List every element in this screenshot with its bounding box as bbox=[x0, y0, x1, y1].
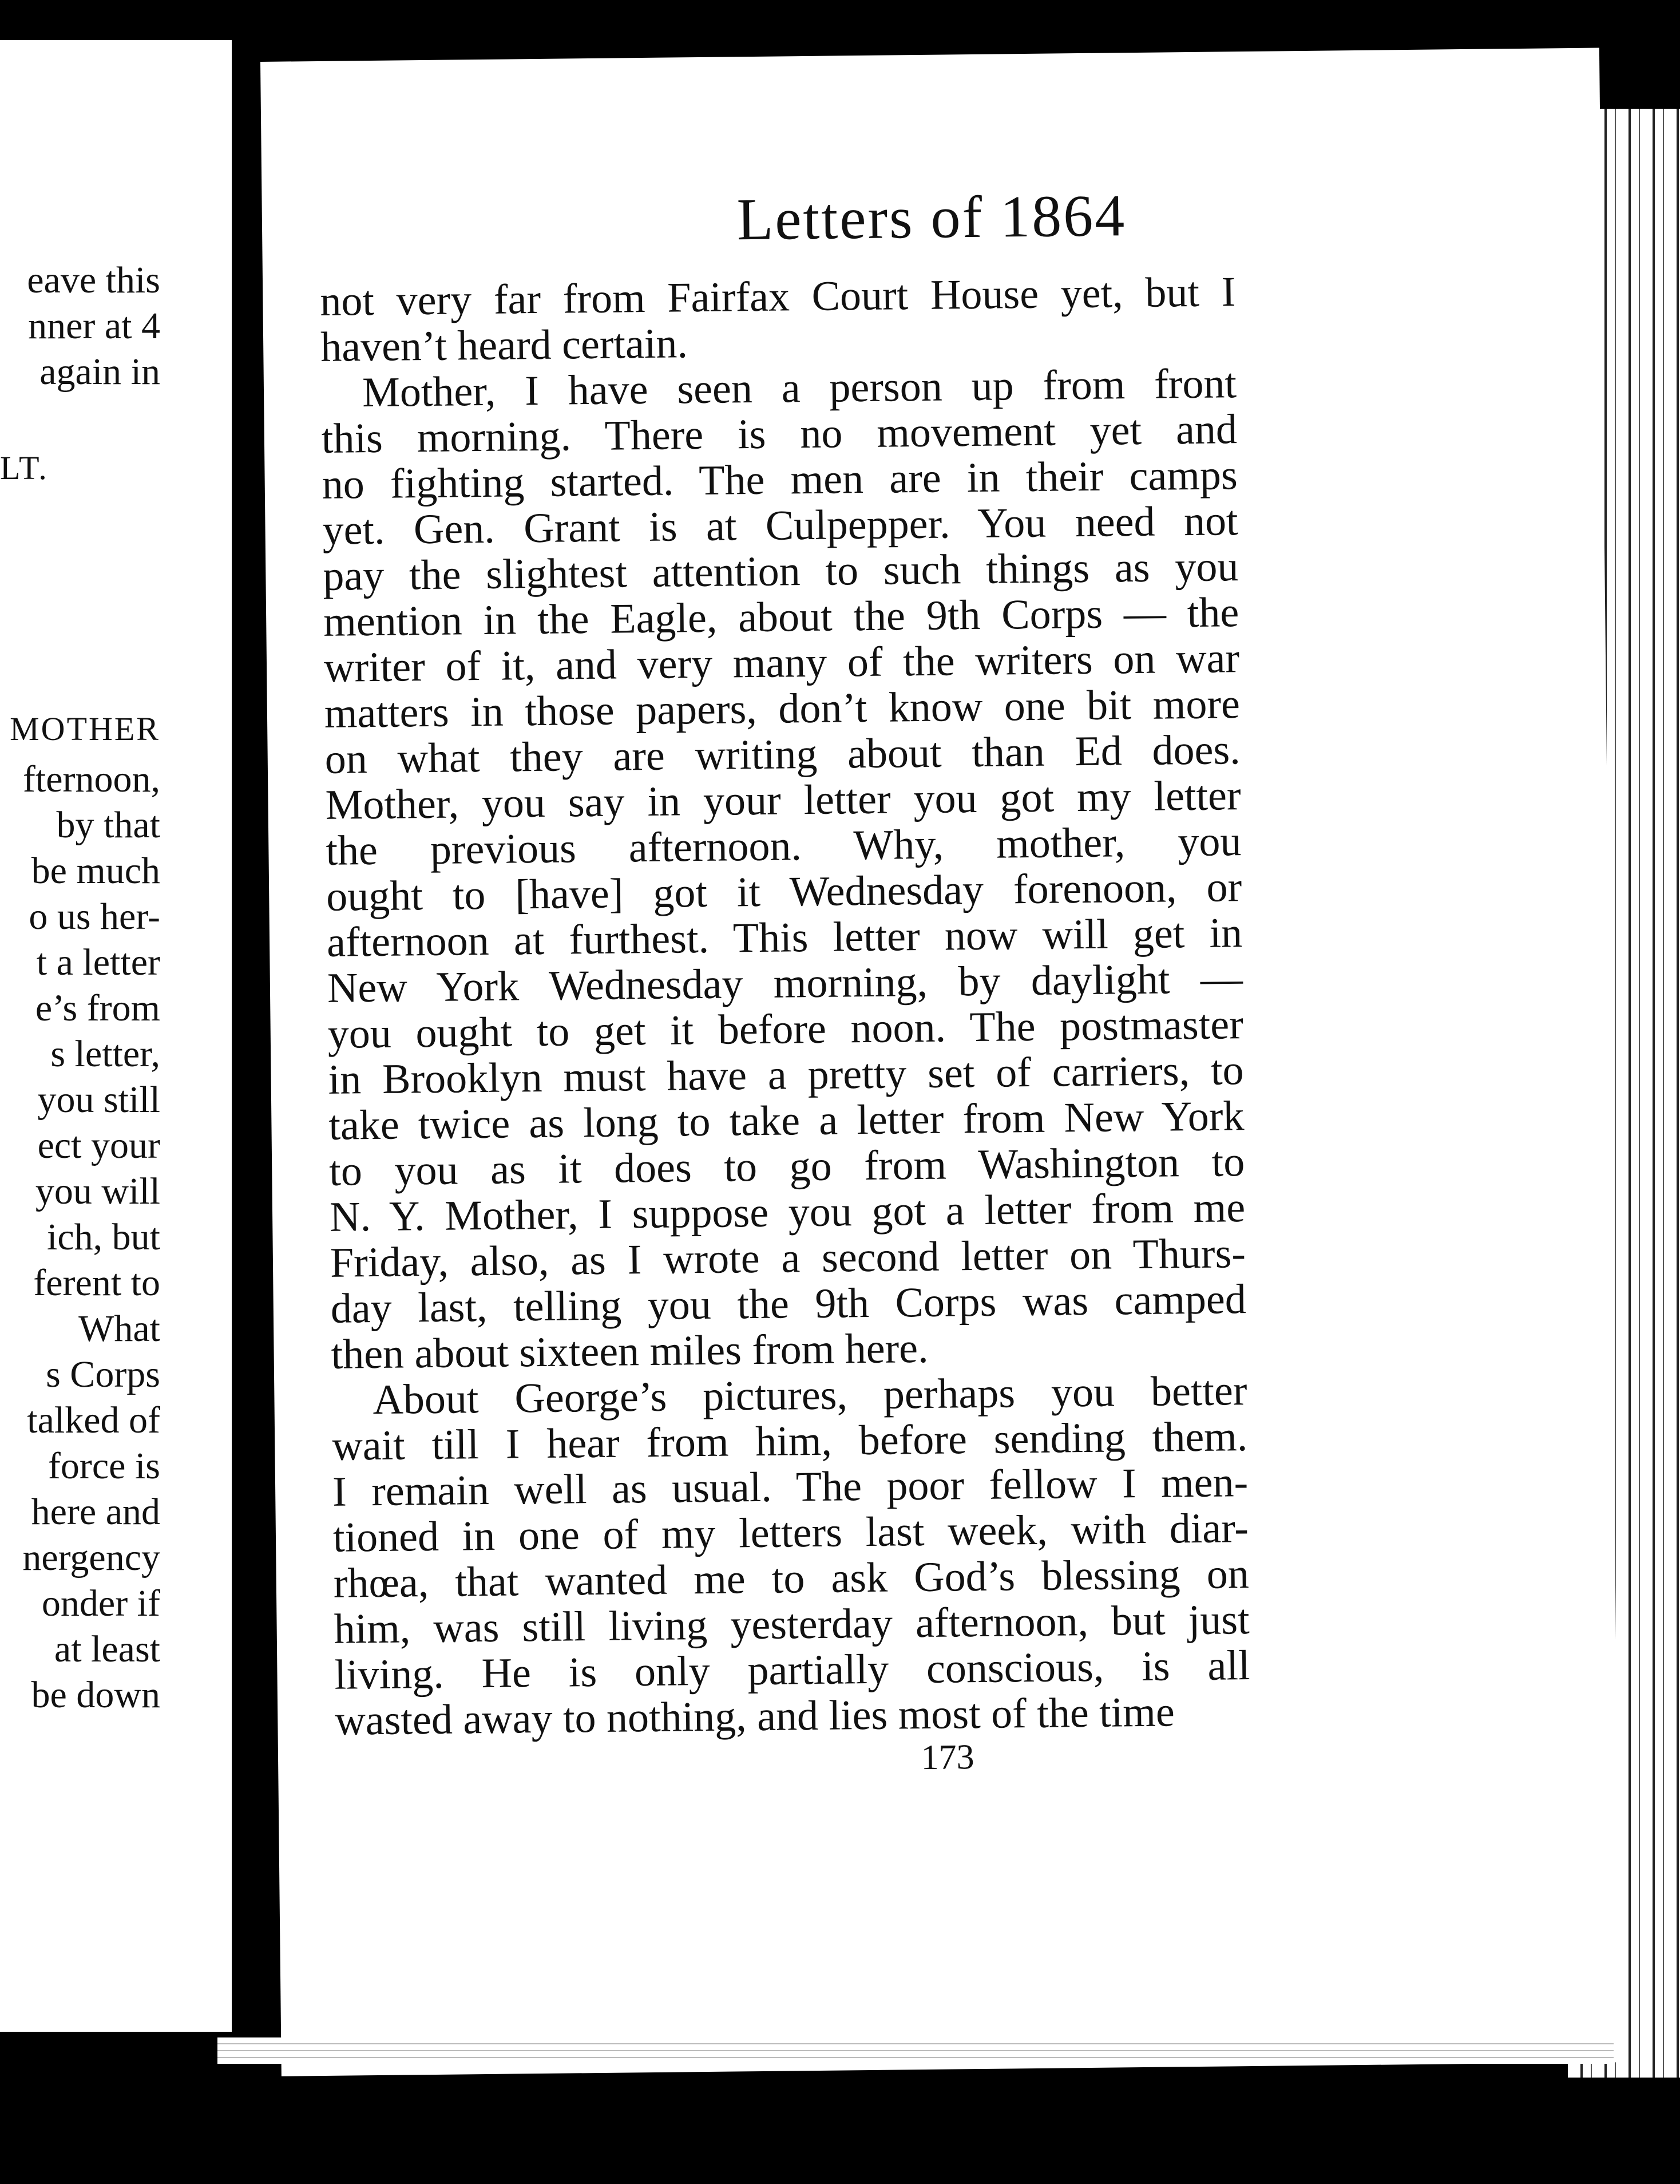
left-line: onder if bbox=[41, 1582, 160, 1624]
paragraph bbox=[321, 361, 1247, 1378]
text-line: Mother, you say in your letter you got my letter bbox=[325, 772, 1241, 829]
text-line: Friday, also, as I wrote a second letter on Thurs- bbox=[330, 1230, 1246, 1287]
text-line: wasted away to nothing, and lies most of the time bbox=[334, 1688, 1175, 1744]
text-line: in Brooklyn must have a pretty set of carriers, to bbox=[328, 1047, 1244, 1103]
left-page-top-lines bbox=[27, 258, 160, 395]
left-page bbox=[0, 40, 232, 2032]
text-line: not very far from Fairfax Court House yet, but I bbox=[319, 268, 1236, 325]
text-line: you ought to get it before noon. The postmaster bbox=[327, 1001, 1244, 1058]
text-line: rhœa, that wanted me to ask God’s blessing on bbox=[333, 1550, 1250, 1607]
text-line: wait till I hear from him, before sending them. bbox=[331, 1413, 1248, 1470]
left-line: What bbox=[78, 1308, 160, 1350]
text-line: matters in those papers, don’t know one bit more bbox=[324, 680, 1241, 737]
text-line: day last, telling you the 9th Corps was camped bbox=[330, 1276, 1247, 1332]
text-line: then about sixteen miles from here. bbox=[331, 1324, 929, 1378]
left-line: talked of bbox=[27, 1399, 160, 1441]
running-head: Letters of 1864 bbox=[736, 183, 1127, 253]
right-page bbox=[260, 48, 1620, 2076]
left-line: nner at 4 bbox=[28, 305, 160, 347]
text-line: yet. Gen. Grant is at Culpepper. You need not bbox=[322, 497, 1238, 554]
text-line: haven’t heard certain. bbox=[320, 320, 688, 371]
page-number: 173 bbox=[921, 1738, 974, 1778]
left-page-signature: LT. bbox=[0, 449, 49, 486]
text-line: Mother, I have seen a person up from front bbox=[362, 360, 1237, 417]
left-line: at least bbox=[54, 1628, 160, 1670]
text-line: N. Y. Mother, I suppose you got a letter from me bbox=[329, 1184, 1246, 1241]
left-line: by that bbox=[56, 804, 160, 846]
text-line: him, was still living yesterday afternoon, but just bbox=[334, 1596, 1250, 1653]
left-line: fternoon, bbox=[22, 758, 160, 800]
left-line: e’s from bbox=[35, 987, 160, 1029]
body-text bbox=[320, 269, 1251, 1744]
left-line: o us her- bbox=[29, 896, 160, 937]
left-line: ferent to bbox=[33, 1262, 160, 1304]
left-line: eave this bbox=[27, 259, 160, 301]
text-line: on what they are writing about than Ed does. bbox=[324, 726, 1241, 783]
text-line: ought to [have] got it Wednesday forenoon, or bbox=[326, 864, 1242, 920]
left-page-lines bbox=[22, 757, 160, 1718]
text-line: mention in the Eagle, about the 9th Corps — the bbox=[323, 589, 1239, 646]
left-line: you will bbox=[35, 1170, 160, 1212]
paragraph bbox=[320, 269, 1237, 370]
text-line: the previous afternoon. Why, mother, you bbox=[326, 818, 1242, 875]
left-line: here and bbox=[31, 1491, 160, 1533]
text-line: this morning. There is no movement yet and bbox=[321, 406, 1238, 462]
left-line: ect your bbox=[37, 1125, 160, 1166]
left-line: s letter, bbox=[50, 1033, 160, 1075]
text-line: pay the slightest attention to such things as you bbox=[322, 543, 1239, 600]
left-line: be down bbox=[31, 1674, 160, 1716]
paragraph bbox=[331, 1368, 1251, 1744]
text-line: no fighting started. The men are in their camps bbox=[322, 452, 1238, 508]
left-line: be much bbox=[31, 850, 160, 892]
text-line: writer of it, and very many of the writers on war bbox=[323, 635, 1240, 691]
left-line: t a letter bbox=[36, 941, 160, 983]
text-line: tioned in one of my letters last week, with diar- bbox=[332, 1505, 1249, 1561]
text-line: I remain well as usual. The poor fellow I men- bbox=[332, 1459, 1249, 1516]
text-line: About George’s pictures, perhaps you better bbox=[373, 1367, 1247, 1424]
text-line: afternoon at furthest. This letter now will get in bbox=[326, 909, 1243, 966]
left-page-heading: MOTHER bbox=[10, 710, 160, 747]
left-line: force is bbox=[47, 1445, 160, 1487]
text-line: to you as it does to go from Washington to bbox=[328, 1138, 1245, 1195]
left-line: ich, but bbox=[47, 1216, 160, 1258]
text-line: living. He is only partially conscious, is all bbox=[334, 1642, 1250, 1699]
book-gutter bbox=[232, 23, 263, 2055]
left-line: s Corps bbox=[46, 1354, 160, 1395]
left-line: nergency bbox=[22, 1537, 160, 1578]
left-line: you still bbox=[37, 1079, 160, 1121]
text-line: New York Wednesday morning, by daylight — bbox=[327, 955, 1243, 1012]
bottom-page-edges bbox=[217, 2037, 1614, 2064]
left-line: again in bbox=[39, 351, 160, 393]
text-line: take twice as long to take a letter from New York bbox=[328, 1093, 1245, 1149]
